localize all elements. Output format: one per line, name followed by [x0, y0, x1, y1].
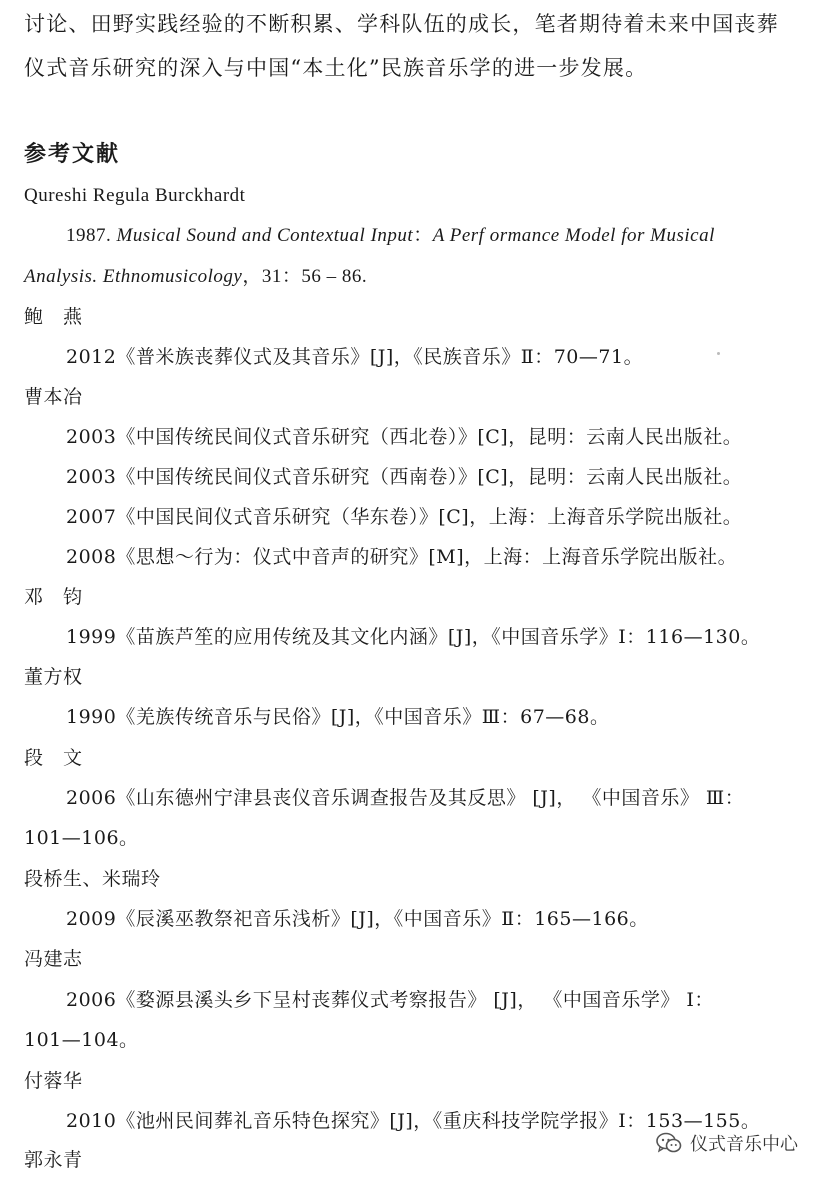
intro-line-2: 仪式音乐研究的深入与中国“本土化”民族音乐学的进一步发展。	[24, 56, 648, 80]
ref-entry-duan-1-cont: 101—106。	[24, 827, 139, 849]
ref-entry-deng-1: 1999《苗族芦笙的应用传统及其文化内涵》[J]，《中国音乐学》Ⅰ：116—130。	[66, 626, 761, 648]
ref-entry-cao-4: 2008《思想～行为：仪式中音声的研究》[M]，上海：上海音乐学院出版社。	[66, 546, 738, 568]
ref-entry-duanmi-1: 2009《辰溪巫教祭祀音乐浅析》[J]，《中国音乐》Ⅱ：165—166。	[66, 908, 649, 930]
ref-author-duanmi: 段桥生、米瑞玲	[24, 868, 161, 890]
ref-year: 1987.	[66, 225, 112, 246]
wechat-icon	[656, 1132, 682, 1154]
ref-colon: ：	[413, 225, 433, 246]
ref-author-dong: 董方权	[24, 666, 83, 688]
ref-author-duan: 段 文	[24, 747, 83, 769]
ref-author-cao: 曹本冶	[24, 386, 83, 408]
intro-line-1: 讨论、田野实践经验的不断积累、学科队伍的成长，笔者期待着未来中国丧葬	[24, 12, 779, 36]
ref-author-fu: 付蓉华	[24, 1070, 83, 1092]
ref-entry-qureshi	[66, 224, 715, 248]
ref-journal: Analysis. Ethnomusicology	[24, 266, 243, 287]
ref-title-1: Musical Sound and Contextual Input	[116, 225, 414, 246]
ref-author-deng: 邓 钧	[24, 586, 83, 608]
wechat-watermark	[656, 1128, 798, 1158]
ref-author-guo: 郭永青	[24, 1149, 83, 1171]
watermark-text: 仪式音乐中心	[690, 1134, 798, 1155]
ref-entry-qureshi-cont	[24, 265, 367, 289]
ref-entry-cao-2: 2003《中国传统民间仪式音乐研究（西南卷）》[C]，昆明：云南人民出版社。	[66, 466, 743, 488]
ref-pages: ，31：56 – 86.	[242, 266, 368, 287]
ref-entry-dong-1: 1990《羌族传统音乐与民俗》[J]，《中国音乐》Ⅲ：67—68。	[66, 706, 610, 728]
ref-entry-bao-1: 2012《普米族丧葬仪式及其音乐》[J]，《民族音乐》Ⅱ：70—71。	[66, 346, 644, 368]
ref-entry-feng-1: 2006《婺源县溪头乡下呈村丧葬仪式考察报告》 [J]， 《中国音乐学》 Ⅰ：	[66, 989, 714, 1011]
ref-entry-duan-1: 2006《山东德州宁津县丧仪音乐调查报告及其反思》 [J]， 《中国音乐》 Ⅲ：	[66, 787, 745, 809]
ref-entry-fu-1: 2010《池州民间葬礼音乐特色探究》[J]，《重庆科技学院学报》Ⅰ：153—155。	[66, 1110, 761, 1132]
references-heading: 参考文献	[24, 142, 121, 167]
ref-author-feng: 冯建志	[24, 948, 83, 970]
ref-title-2: A Perf ormance Model for Musical	[432, 225, 715, 246]
ref-entry-feng-1-cont: 101—104。	[24, 1029, 139, 1051]
scan-speck	[717, 352, 720, 355]
ref-entry-cao-3: 2007《中国民间仪式音乐研究（华东卷）》[C]，上海：上海音乐学院出版社。	[66, 506, 743, 528]
ref-entry-cao-1: 2003《中国传统民间仪式音乐研究（西北卷）》[C]，昆明：云南人民出版社。	[66, 426, 743, 448]
ref-author-bao: 鲍 燕	[24, 306, 83, 328]
ref-author-qureshi: Qureshi Regula Burckhardt	[24, 185, 246, 206]
